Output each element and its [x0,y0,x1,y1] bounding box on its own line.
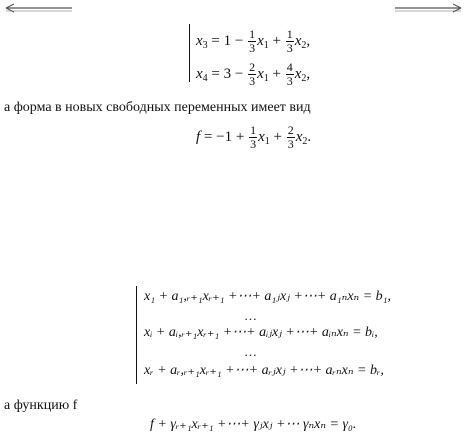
system2-row3: xᵣ + aᵣ,ᵣ₊₁xᵣ₊₁ +⋯+ aᵣⱼxⱼ +⋯+ aᵣₙxₙ = bᵣ, [144,363,384,378]
system1-brace [189,24,190,82]
paragraph-text-2: а функцию f [4,398,78,413]
system2-ellipsis2: … [244,344,258,359]
header-ornament-right [393,2,463,14]
system2-row2: xᵢ + aᵢ,ᵣ₊₁xᵣ₊₁ +⋯+ aᵢⱼxⱼ +⋯+ aᵢₙxₙ = bᵢ, [144,325,378,340]
objective-formula-1: f = −1 + $\frac{1}{3}$ $x_1$ + $\frac{2}{3}$ $x_2$. [196,123,312,151]
system2-ellipsis1: … [244,308,258,323]
paragraph-text: а форма в новых свободных переменных имеет вид [4,100,311,115]
system2-brace [136,286,137,384]
system2-row1: x₁ + a₁,ᵣ₊₁xᵣ₊₁ +⋯+ a₁ⱼxⱼ +⋯+ a₁ₙxₙ = b₁, [144,289,392,304]
system1-line1: $x_3 = 1$ − $\frac{1}{3}$ $x_1$ + $\frac{1}{3}$ $x_2$, [196,27,311,55]
objective-formula-2: f + γᵣ₊₁xᵣ₊₁ +⋯+ γⱼxⱼ +⋯ γₙxₙ = γ₀. [150,417,357,432]
system1-line2: $x_4 = 3$ − $\frac{2}{3}$ $x_1$ + $\frac{4}{3}$ $x_2$, [196,60,311,88]
header-ornament-left [4,2,74,14]
